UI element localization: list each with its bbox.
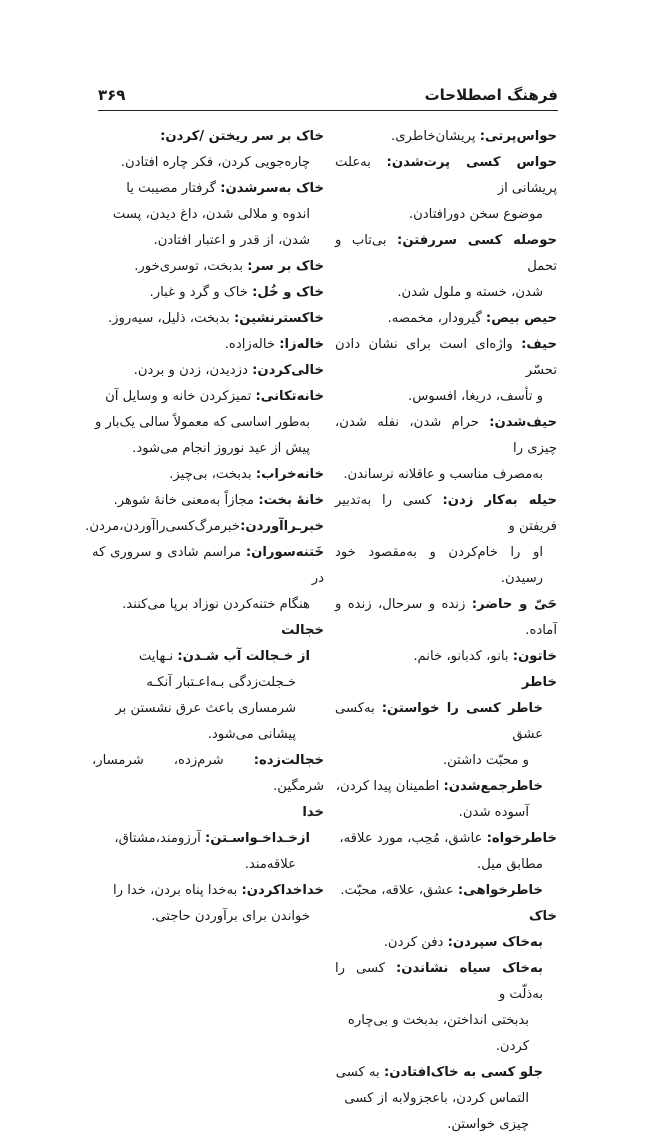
entry-term: خاکسترنشین: — [233, 311, 324, 326]
sub-entries — [335, 930, 557, 1138]
entry — [92, 384, 324, 462]
entry-term: حواس کسی پرت‌شدن: — [386, 155, 557, 170]
left-column — [85, 124, 324, 930]
entry-definition: به‌کسی عشق — [335, 701, 543, 742]
entry-definition-line: بدبختی انداختن، بدبخت و بی‌چاره — [347, 1013, 529, 1028]
entry-term: خاطرخواهی: — [457, 883, 543, 898]
entry-term: حیف: — [521, 337, 557, 352]
section-heading: خاک — [529, 909, 557, 924]
entry-definition: بدبخت، ذلیل، سیه‌روز. — [107, 311, 230, 326]
entry-term: ازخـداخـواسـتن: — [204, 831, 310, 846]
entry — [335, 410, 557, 488]
entry — [92, 540, 324, 618]
entry-definition: دفن کردن. — [383, 935, 444, 950]
entry-definition: گرفتار مصیبت یا — [126, 181, 216, 196]
entry-definition-line: پیش از عید نوروز انجام می‌شود. — [132, 441, 310, 456]
entry-term: خانه‌تکانی: — [255, 389, 324, 404]
sub-entries — [92, 644, 324, 748]
entry — [92, 748, 324, 800]
entry — [335, 306, 557, 332]
page-number: ۳۶۹ — [98, 86, 126, 104]
entry-definition: اطمینان پیدا کردن، — [335, 779, 440, 794]
section-heading: خاطر — [521, 675, 557, 690]
entry-term: حواس‌پرتی: — [479, 129, 557, 144]
right-column — [335, 124, 557, 1138]
entry-definition: واژه‌ای است برای نشان دادن تحسّر — [335, 337, 557, 378]
sub-entries — [92, 826, 324, 878]
entry — [92, 306, 324, 332]
entry-definition-line: و محبّت داشتن. — [442, 753, 529, 768]
entry-definition: به‌خدا پناه بردن، خدا را — [112, 883, 238, 898]
entry-term: خاک بر سر: — [247, 259, 324, 274]
entry-definition-line: شرمساری باعث عرق نشستن بر — [115, 701, 296, 716]
entry — [92, 826, 310, 878]
entry-definition: خبرمرگ‌کسی‌راآوردن،مردن. — [85, 519, 241, 534]
sub-entries — [335, 878, 557, 904]
entry-definition: حرام شدن، نفله شدن، چیزی را — [335, 415, 557, 456]
entry-definition-line: موضوع سخن دورافتادن. — [408, 207, 543, 222]
entry — [85, 514, 324, 540]
entry-term: خاک بر سر ریختن /کردن: — [160, 129, 324, 144]
entry-definition: به‌علت پریشانی از — [335, 155, 557, 196]
entry-term: خاله‌زا: — [279, 337, 324, 352]
entry-term: خاک به‌سر‌شدن: — [220, 181, 324, 196]
entry-definition-line: خواندن برای برآوردن حاجتی. — [151, 909, 310, 924]
entry-definition-line: علاقه‌مند. — [244, 857, 296, 872]
entry-definition: خاک و گرد و غبار. — [149, 285, 248, 300]
entry-term: جلو کسی به خاک‌افتادن: — [383, 1065, 543, 1080]
entry-definition-line: التماس کردن، باعجزولابه از کسی — [344, 1091, 529, 1106]
entry-definition: تمیزکردن خانه و وسایل آن — [105, 389, 252, 404]
entry-term: خجالت‌زده: — [253, 753, 324, 768]
entry-term: خاطر کسی را خواستن: — [381, 701, 543, 716]
entry-term: حیف‌شدن: — [489, 415, 557, 430]
entry-term: خاک و خُل: — [252, 285, 324, 300]
entry-definition: گیرودار، مخمصه. — [387, 311, 482, 326]
entry-definition: دزدیدن، زدن و بردن. — [133, 363, 248, 378]
entry — [335, 124, 557, 150]
entry-definition: بی‌تاب و تحمل — [335, 233, 557, 274]
entry-definition: نـهایت — [138, 649, 174, 664]
entry-term: خداخداکردن: — [241, 883, 324, 898]
entry-definition-line: شدن، خسته و ملول شدن. — [397, 285, 543, 300]
entry — [335, 488, 557, 592]
entry — [335, 644, 557, 670]
entry-definition: خاله‌زاده. — [224, 337, 275, 352]
entry-definition-line: به‌طور اساسی که معمولاً سالی یک‌بار و — [94, 415, 310, 430]
entry-term: حیص بیص: — [485, 311, 557, 326]
entry-definition-line: شدن، از قدر و اعتبار افتادن. — [153, 233, 310, 248]
entry-definition-line: خـجلت‌زدگی بـه‌اعـتبار آنکـه — [146, 675, 296, 690]
entry — [335, 878, 543, 904]
entry-definition-line: اندوه و ملالی شدن، داغ دیدن، پست — [112, 207, 310, 222]
entry-definition: مجازاً به‌معنی خانهٔ شوهر. — [113, 493, 255, 508]
entry-term: خاطرخواه: — [486, 831, 557, 846]
entry — [335, 956, 543, 1060]
entry-term: خالی‌کردن: — [252, 363, 324, 378]
entry — [92, 124, 324, 176]
entry-definition: بدبخت، بی‌چیز. — [169, 467, 252, 482]
entry-definition: به کسی — [335, 1065, 380, 1080]
entry — [335, 332, 557, 410]
entry — [335, 696, 543, 774]
entry — [335, 826, 557, 878]
entry-term: خانه‌خراب: — [255, 467, 324, 482]
entry-definition: شرم‌زده، شرمسار، شرمگین. — [92, 753, 324, 794]
entry-definition-line: او را خام‌کردن و به‌مقصود خود رسیدن. — [335, 545, 543, 586]
entry — [335, 592, 557, 644]
entry-definition: پریشان‌خاطری. — [391, 129, 476, 144]
entry-definition-line: چاره‌جویی کردن، فکر چاره افتادن. — [120, 155, 310, 170]
entry-definition-line: مطابق میل. — [477, 857, 543, 872]
entry-term: خَتنه‌سوران: — [245, 545, 324, 560]
entry-definition: مراسم شادی و سروری که در — [92, 545, 324, 586]
entry — [92, 358, 324, 384]
entry-term: خاطرجمع‌شدن: — [443, 779, 543, 794]
entry-definition-line: و تأسف، دریغا، افسوس. — [408, 389, 543, 404]
entry — [92, 254, 324, 280]
entry-term: از خـجالت آب شـدن: — [177, 649, 310, 664]
entry — [92, 176, 324, 254]
section-heading: خجالت — [281, 623, 324, 638]
entry-definition: آرزومند،مشتاق، — [114, 831, 201, 846]
entry — [92, 878, 324, 930]
entry — [92, 462, 324, 488]
entry-term: به‌خاک سپردن: — [447, 935, 543, 950]
entry-definition: عشق، علاقه، محبّت. — [340, 883, 454, 898]
sub-entries — [335, 696, 557, 826]
entry — [335, 774, 543, 826]
entry-definition-line: پیشانی می‌شود. — [207, 727, 296, 742]
entry-term: خانهٔ بخت: — [258, 493, 324, 508]
entry — [92, 332, 324, 358]
entry-definition: بدبخت، توسری‌خور. — [134, 259, 244, 274]
entry-term: خاتون: — [512, 649, 557, 664]
entry — [335, 228, 557, 306]
entry-definition: کسی را به‌ذلّت و — [335, 961, 543, 1002]
entry — [92, 280, 324, 306]
entry-definition: کسی را به‌تدبیر فریفتن و — [335, 493, 557, 534]
entry-definition-line: چیزی خواستن. — [447, 1117, 529, 1132]
entry-definition: بانو، کدبانو، خانم. — [413, 649, 509, 664]
entry-term: حوصله کسی سررفتن: — [397, 233, 557, 248]
page-header — [98, 80, 558, 111]
running-title: فرهنگ اصطلاحات — [424, 86, 558, 104]
entry-definition: عاشق، مُحِب، مورد علاقه، — [339, 831, 483, 846]
entry-term: حیله به‌کار زدن: — [442, 493, 557, 508]
entry-definition-line: کردن. — [495, 1039, 529, 1054]
entry — [335, 930, 543, 956]
entry-definition-line: هنگام ختنه‌کردن نوزاد برپا می‌کنند. — [122, 597, 310, 612]
entry — [335, 150, 557, 228]
entry-definition: زنده و سرحال، زنده و آماده. — [335, 597, 557, 638]
entry-term: به‌خاک سیاه نشاندن: — [395, 961, 543, 976]
entry-term: حَیّ و حاضر: — [471, 597, 557, 612]
entry-definition-line: به‌مصرف مناسب و عاقلانه نرساندن. — [343, 467, 543, 482]
entry — [335, 1060, 543, 1138]
entry-definition-line: آسوده شدن. — [458, 805, 529, 820]
entry — [92, 644, 310, 748]
entry — [92, 488, 324, 514]
entry-term: خبر‌ـراآوردن: — [240, 519, 324, 534]
section-heading: خدا — [302, 805, 324, 820]
